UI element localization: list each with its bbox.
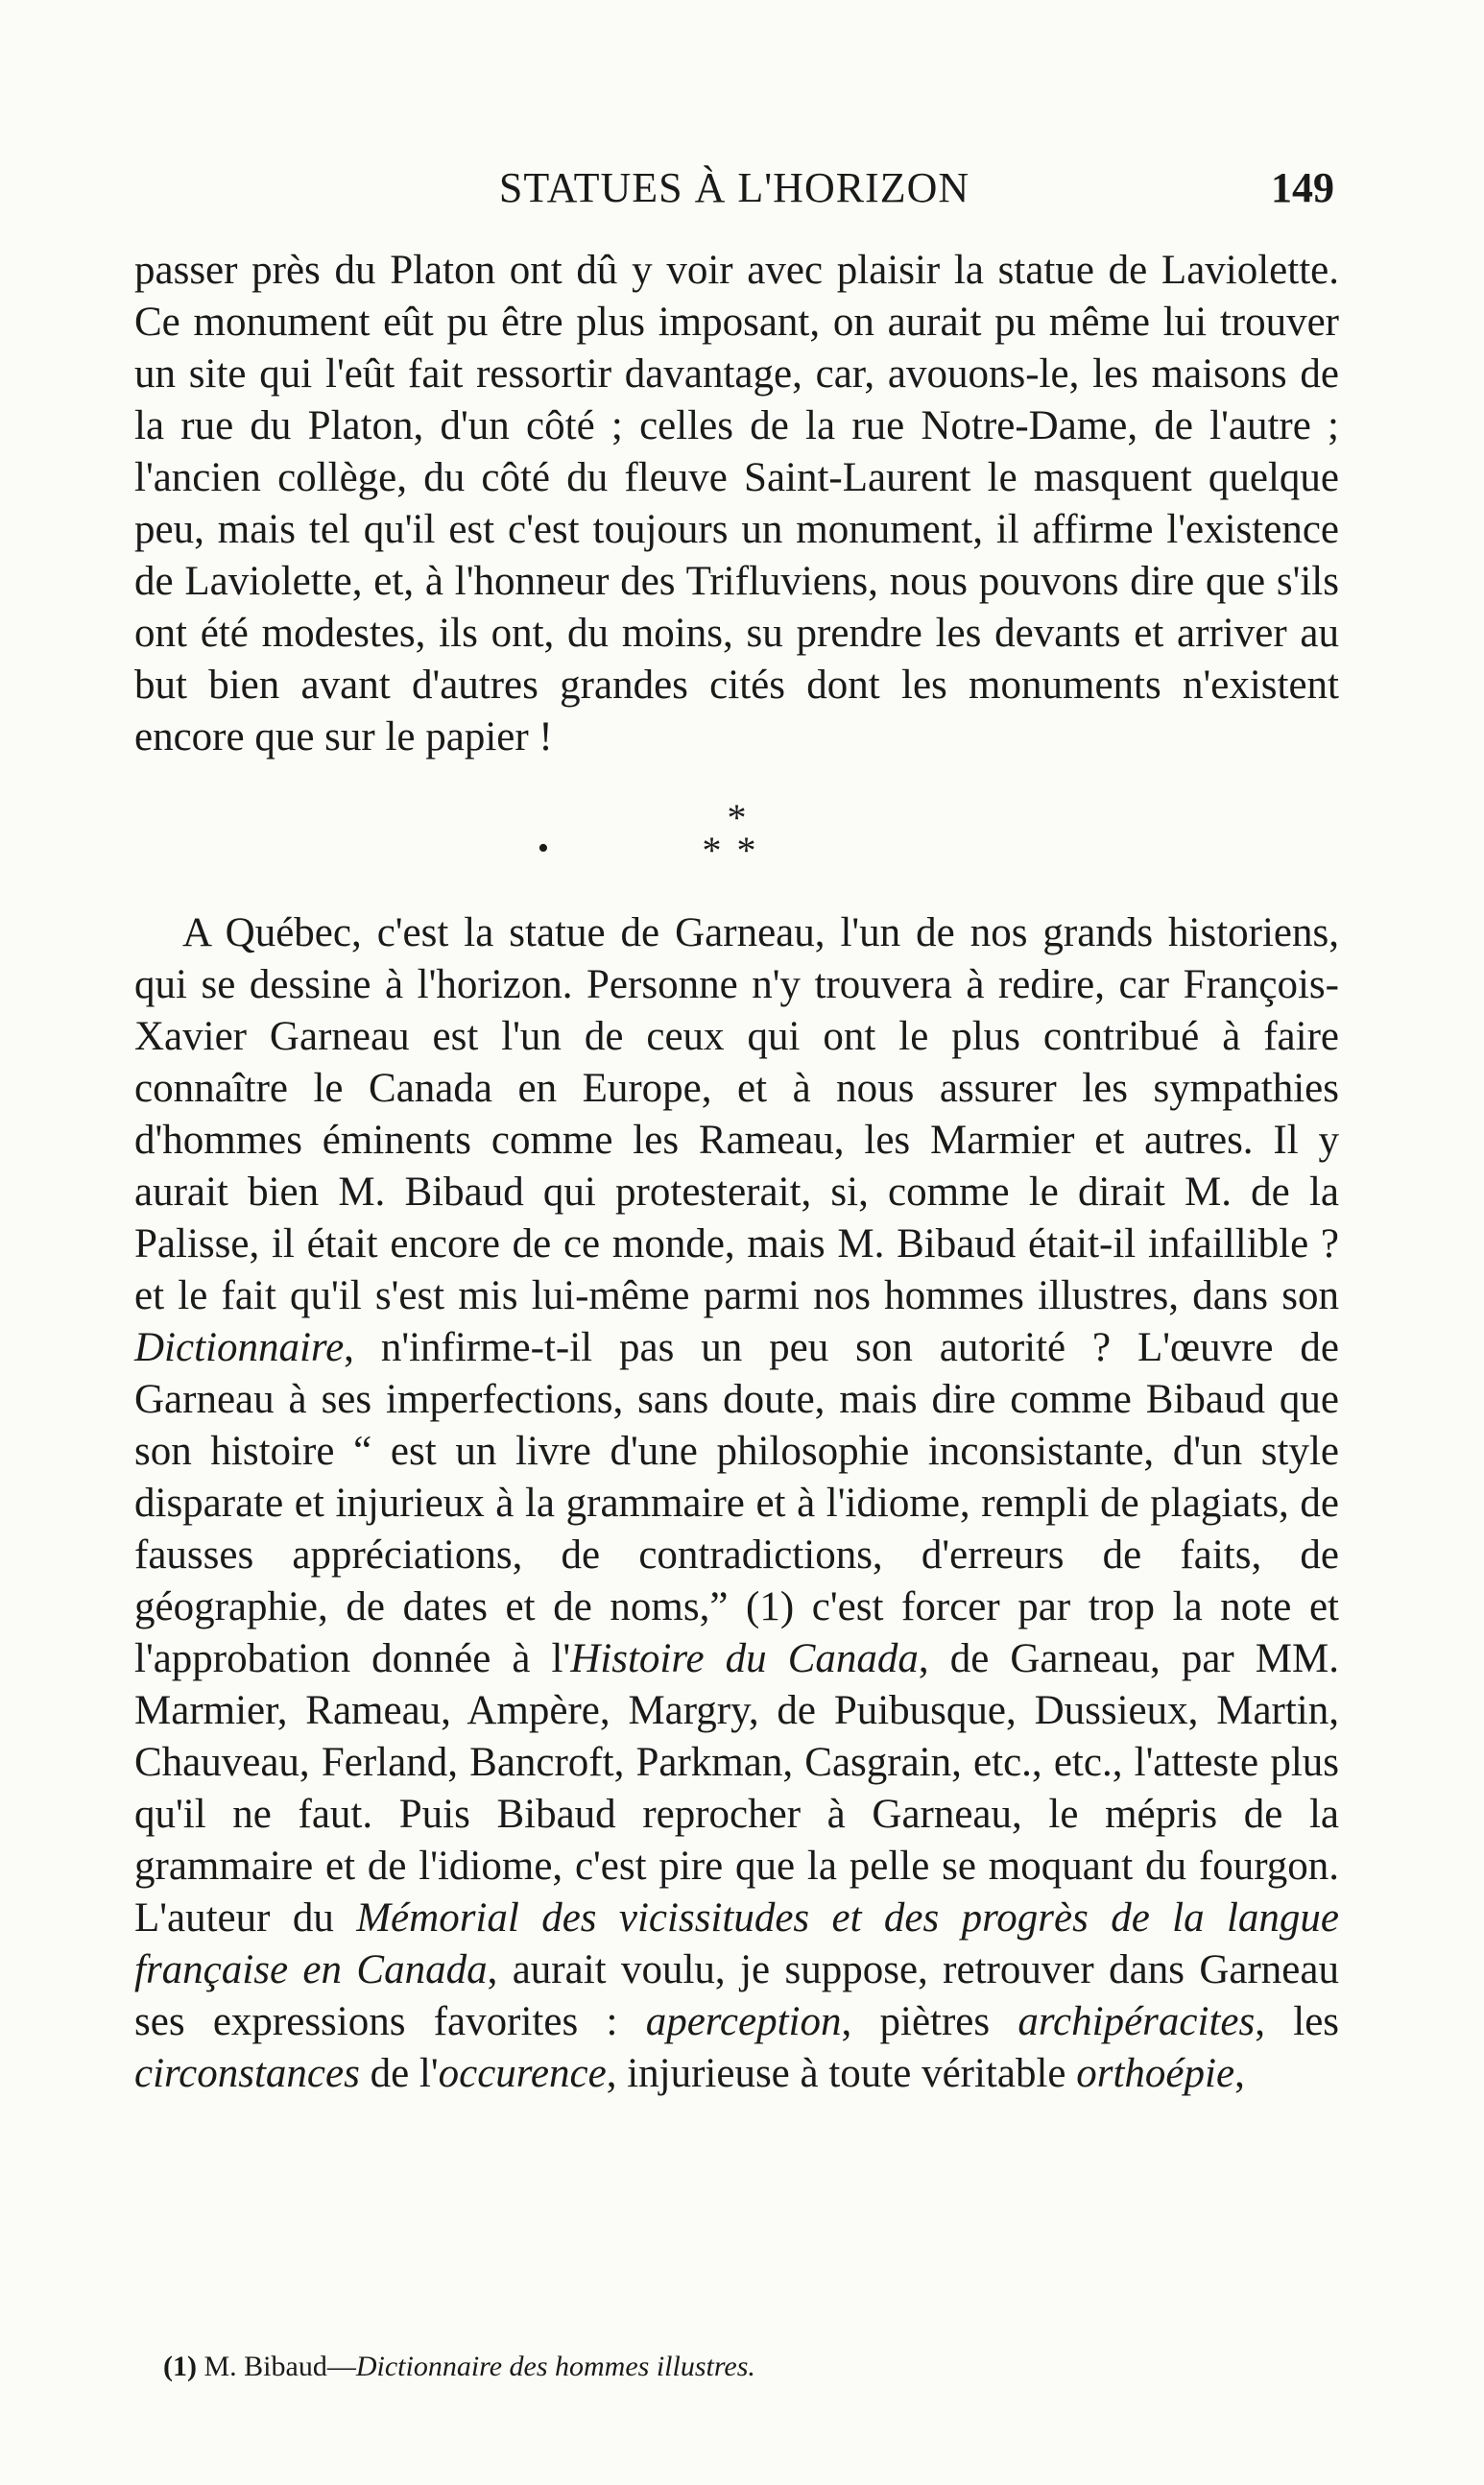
footnote-text: M. Bibaud— xyxy=(203,2351,356,2382)
paragraph-2 xyxy=(134,907,1339,2100)
p2-text-9: , xyxy=(1234,2051,1245,2096)
p2-italic-circonstances: circonstances xyxy=(134,2051,360,2096)
running-title: STATUES À L'HORIZON xyxy=(498,164,970,211)
footnote xyxy=(163,2351,1315,2383)
asterism xyxy=(134,796,1339,872)
body-text xyxy=(134,245,1339,2100)
p2-text-7: de l' xyxy=(370,2051,439,2096)
p2-text-1: A Québec, c'est la statue de Garneau, l'un de nos grands historiens, qui se dessine à l'horizon. Personne n'y trouvera à redire, car François-Xavier Garneau est l'un de ceux qui ont le plus contribué à faire connaître le Canada en Europe, et à nous assurer les sympathies d'hommes éminents comme les Rameau, les Marmier et autres. Il y aurait bien M. Bibaud qui protesterait, si, comme le dirait M. de la Palisse, il était encore de ce monde, mais M. Bibaud était-il infaillible ? et le fait qu'il s'est mis lui-même parmi nos hommes illustres, dans son xyxy=(134,910,1339,1318)
page-header xyxy=(134,163,1334,230)
footnote-ref: (1) xyxy=(163,2351,197,2382)
p2-text-4: , aurait voulu, je suppose, retrouver dans Garneau ses expressions favorites : xyxy=(134,1947,1339,2044)
p2-text-8: , injurieuse à toute véritable xyxy=(606,2051,1066,2096)
paragraph-1: passer près du Platon ont dû y voir avec plaisir la statue de Laviolette. Ce monument eût pu être plus imposant, on aurait pu même lui trouver un site qui l'eût fait ressortir davantage, car, avouons-le, les maisons de la rue du Platon, d'un côté ; celles de la rue Notre-Dame, de l'autre ; l'ancien collège, du côté du fleuve Saint-Laurent le masquent quelque peu, mais tel qu'il est c'est toujours un monument, il affirme l'existence de Laviolette, et, à l'honneur des Trifluviens, nous pouvons dire que s'ils ont été modestes, ils ont, du moins, su prendre les devants et arriver au but bien avant d'autres grandes cités dont les monuments n'existent encore que sur le papier ! xyxy=(134,248,1339,760)
p2-italic-dictionnaire: Dictionnaire xyxy=(134,1325,345,1370)
p2-italic-aperception: aperception xyxy=(645,1999,842,2044)
p2-italic-orthoepie: orthoépie xyxy=(1076,2051,1235,2096)
p2-italic-archiperacites: archipéracites xyxy=(1017,1999,1256,2044)
page-number: 149 xyxy=(1271,164,1334,211)
p2-text-2: , n'infirme-t-il pas un peu son autorité ? L'œuvre de Garneau à ses imperfections, sans doute, mais dire comme Bibaud que son histoire “ est un livre d'une philosophie inconsistante, d'un style disparate et injurieux à la grammaire et à l'idiome, rempli de plagiats, de fausses appréciations, de contradictions, d'erreurs de faits, de géographie, de dates et de noms,” (1) c'est forcer par trop la note et l'approbation donnée à l' xyxy=(134,1325,1339,1681)
asterism-bottom: ** xyxy=(702,829,772,872)
section-separator xyxy=(134,763,1339,907)
p2-italic-histoire: Histoire du Canada xyxy=(570,1636,919,1681)
p2-text-6: , les xyxy=(1255,1999,1340,2044)
p2-text-3: , de Garneau, par MM. Marmier, Rameau, Ampère, Margry, de Puibusque, Dussieux, Martin, Chauveau, Ferland, Bancroft, Parkman, Casgrain, etc., etc., l'atteste plus qu'il ne faut. Puis Bibaud reprocher à Garneau, le mépris de la grammaire et de l'idiome, c'est pire que la pelle se moquant du fourgon. L'auteur du xyxy=(134,1636,1340,1941)
footnote-title: Dictionnaire des hommes illustres. xyxy=(355,2351,755,2382)
separator-dot: • xyxy=(538,831,549,866)
asterism-top: * xyxy=(727,796,747,839)
p2-text-5: , piètres xyxy=(841,1999,991,2044)
p2-italic-occurence: occurence xyxy=(438,2051,607,2096)
p2-italic-memorial: Mémorial des vicissitudes et des progrès de la langue française en Canada xyxy=(134,1895,1340,1992)
